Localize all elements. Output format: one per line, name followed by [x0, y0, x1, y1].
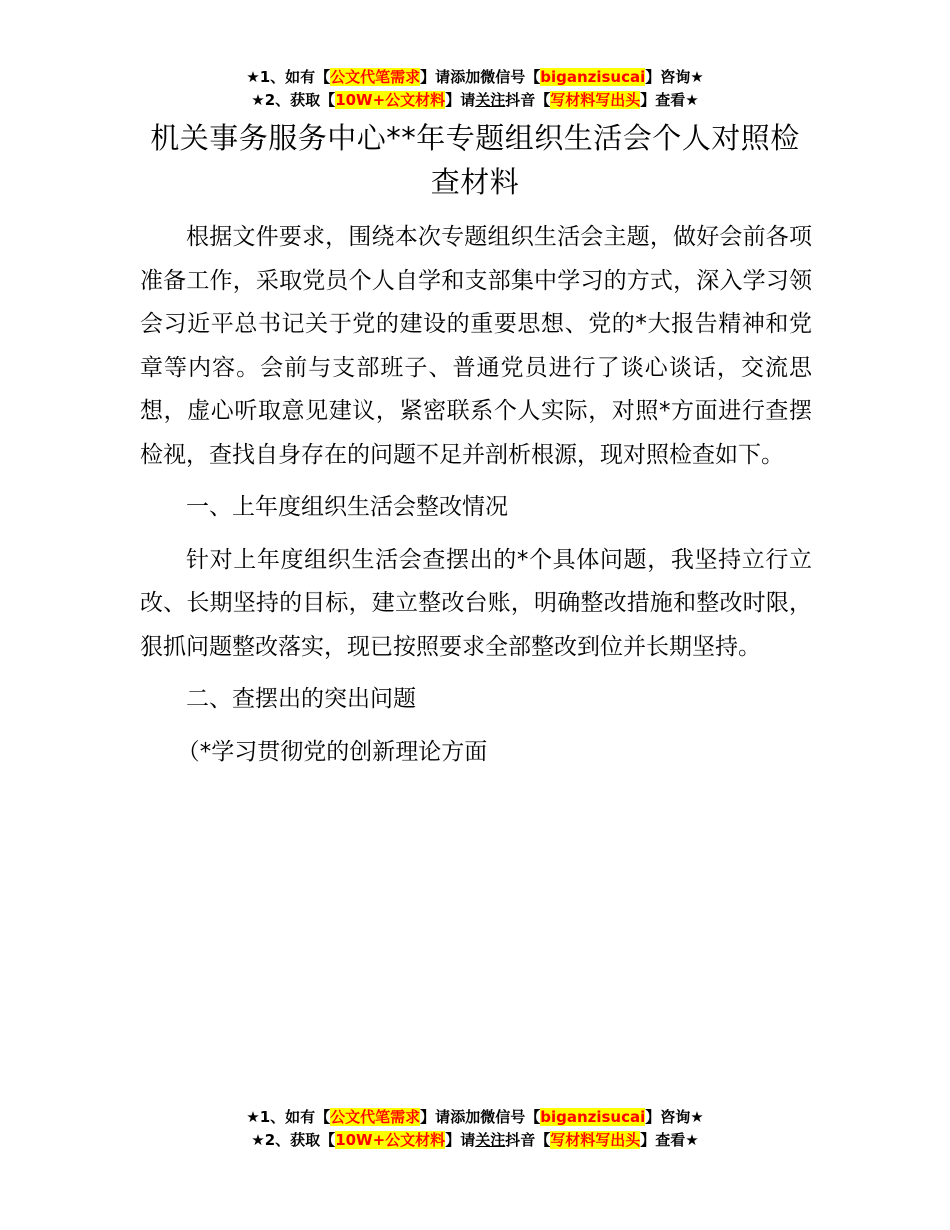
banner-text: 】请 — [420, 1108, 451, 1126]
banner-text: 微信号【 — [480, 1108, 541, 1126]
douyin-account: 写材料写出头 — [550, 91, 641, 109]
banner-text: 抖音【 — [505, 91, 551, 109]
banner-text: 】查看★ — [640, 91, 699, 109]
banner-text: 添加 — [450, 1108, 481, 1126]
subsection-heading: （*学习贯彻党的创新理论方面 — [176, 738, 488, 765]
banner-text: ★1、如有【 — [246, 68, 331, 86]
banner-line-2 — [0, 89, 950, 112]
section-heading: 一、上年度组织生活会整改情况 — [186, 494, 508, 520]
banner-line-1 — [0, 66, 950, 89]
banner-text: 添加 — [450, 68, 481, 86]
banner-text: ★2、获取【 — [251, 1131, 336, 1149]
douyin-account: 写材料写出头 — [550, 1131, 641, 1149]
highlight-text: 公文代笔需求 — [330, 1108, 421, 1126]
banner-text: 】查看★ — [640, 1131, 699, 1149]
highlight-text: 10W+公文材料 — [335, 1131, 446, 1149]
header-banner — [0, 66, 950, 112]
banner-line-2 — [0, 1129, 950, 1152]
paragraph: 针对上年度组织生活会查摆出的*个具体问题，我坚持立行立改、长期坚持的目标，建立整改台账，明确整改措施和整改时限，狠抓问题整改落实，现已按照要求全部整改到位并长期坚持。 — [140, 546, 812, 660]
wechat-id: biganzisucai — [540, 68, 646, 86]
banner-text: 微信号【 — [480, 68, 541, 86]
section-heading: 二、查摆出的突出问题 — [186, 686, 416, 712]
highlight-text: 10W+公文材料 — [335, 91, 446, 109]
footer-banner — [0, 1106, 950, 1152]
banner-line-1 — [0, 1106, 950, 1129]
banner-text: 】咨询★ — [645, 68, 704, 86]
document-title: 机关事务服务中心**年专题组织生活会个人对照检查材料 — [150, 121, 800, 199]
wechat-id: biganzisucai — [540, 1108, 646, 1126]
banner-text: ★1、如有【 — [246, 1108, 331, 1126]
document-body — [140, 216, 812, 774]
highlight-text: 公文代笔需求 — [330, 68, 421, 86]
banner-text: ★2、获取【 — [251, 91, 336, 109]
banner-text: 关注 — [475, 1131, 506, 1149]
banner-text: 】请 — [420, 68, 451, 86]
banner-text: 抖音【 — [505, 1131, 551, 1149]
banner-text: 关注 — [475, 91, 506, 109]
banner-text: 】请 — [445, 1131, 476, 1149]
banner-text: 】咨询★ — [645, 1108, 704, 1126]
paragraph: 根据文件要求，围绕本次专题组织生活会主题，做好会前各项准备工作，采取党员个人自学和支部集中学习的方式，深入学习领会习近平总书记关于党的建设的重要思想、党的*大报告精神和党章等内容。会前与支部班子、普通党员进行了谈心谈话，交流思想，虚心听取意见建议，紧密联系个人实际，对照*方面进行查摆检视，查找自身存在的问题不足并剖析根源，现对照检查如下。 — [140, 224, 812, 468]
banner-text: 】请 — [445, 91, 476, 109]
